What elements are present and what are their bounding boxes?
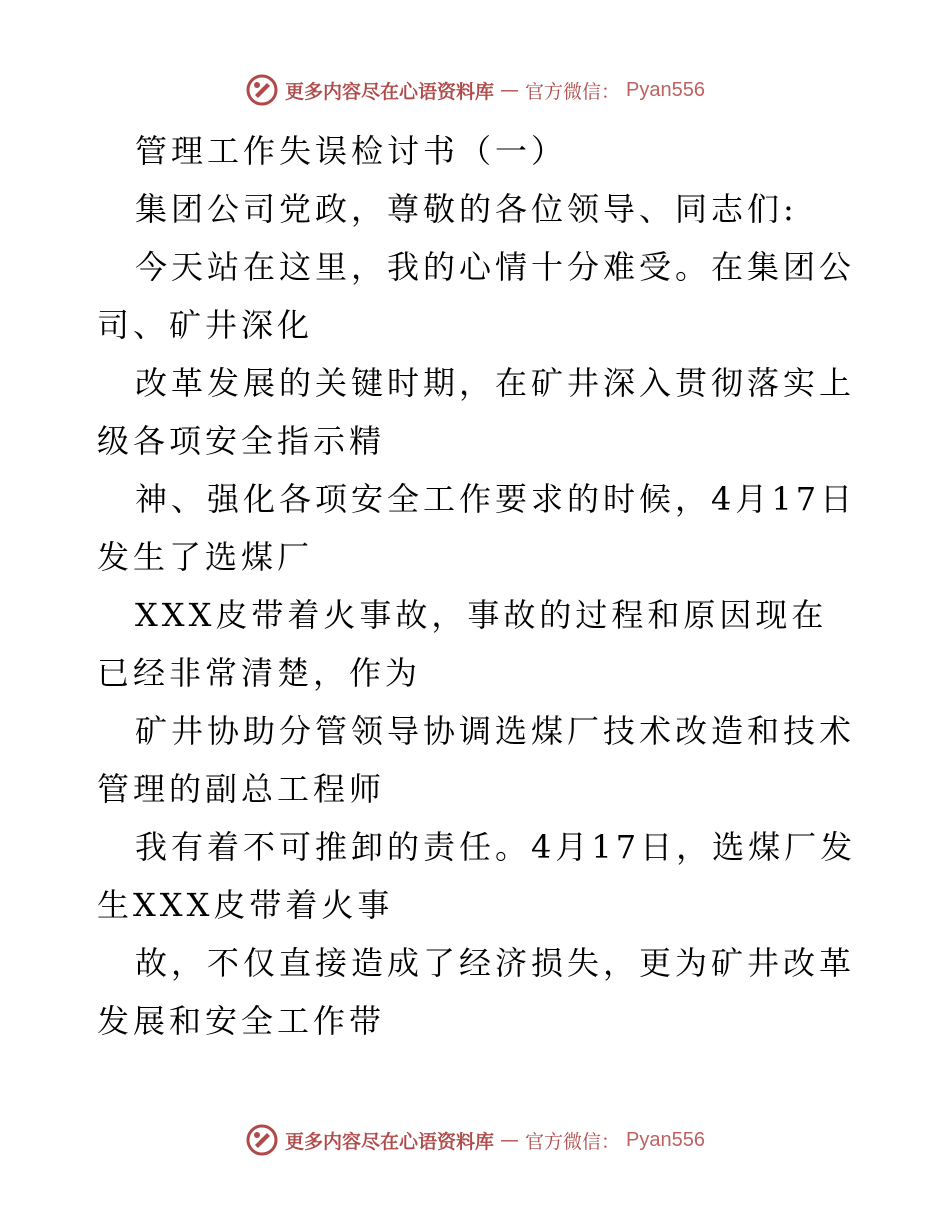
watermark-wechat-id: Pyan556 xyxy=(626,1128,705,1151)
paragraph: 集团公司党政，尊敬的各位领导、同志们: xyxy=(135,190,798,228)
document-body xyxy=(97,122,857,1050)
paragraph: 矿井协助分管领导协调选煤厂技术改造和技术管理的副总工程师 xyxy=(97,712,856,808)
document-title: 管理工作失误检讨书（一） xyxy=(135,132,568,170)
watermark-official: 官方微信： xyxy=(525,1130,621,1153)
footer-watermark xyxy=(0,1120,950,1160)
watermark-official: 官方微信： xyxy=(525,80,621,103)
paragraph: 改革发展的关键时期，在矿井深入贯彻落实上级各项安全指示精 xyxy=(97,364,856,460)
paragraph: 我有着不可推卸的责任。4月17日，选煤厂发生XXX皮带着火事 xyxy=(97,828,857,924)
brand-logo-icon xyxy=(245,73,279,107)
watermark-separator: — xyxy=(500,1129,520,1151)
watermark-wechat-id: Pyan556 xyxy=(626,78,705,101)
paragraph: 今天站在这里，我的心情十分难受。在集团公司、矿井深化 xyxy=(97,248,856,344)
watermark-brand: 更多内容尽在心语资料库 xyxy=(285,1130,495,1153)
watermark-brand: 更多内容尽在心语资料库 xyxy=(285,80,495,103)
watermark-separator: — xyxy=(500,79,520,101)
paragraph: 故，不仅直接造成了经济损失，更为矿井改革发展和安全工作带 xyxy=(97,944,856,1040)
paragraph: 神、强化各项安全工作要求的时候，4月17日发生了选煤厂 xyxy=(97,480,857,576)
paragraph: XXX皮带着火事故，事故的过程和原因现在已经非常清楚，作为 xyxy=(97,596,828,692)
brand-logo-icon xyxy=(245,1123,279,1157)
header-watermark xyxy=(0,70,950,110)
